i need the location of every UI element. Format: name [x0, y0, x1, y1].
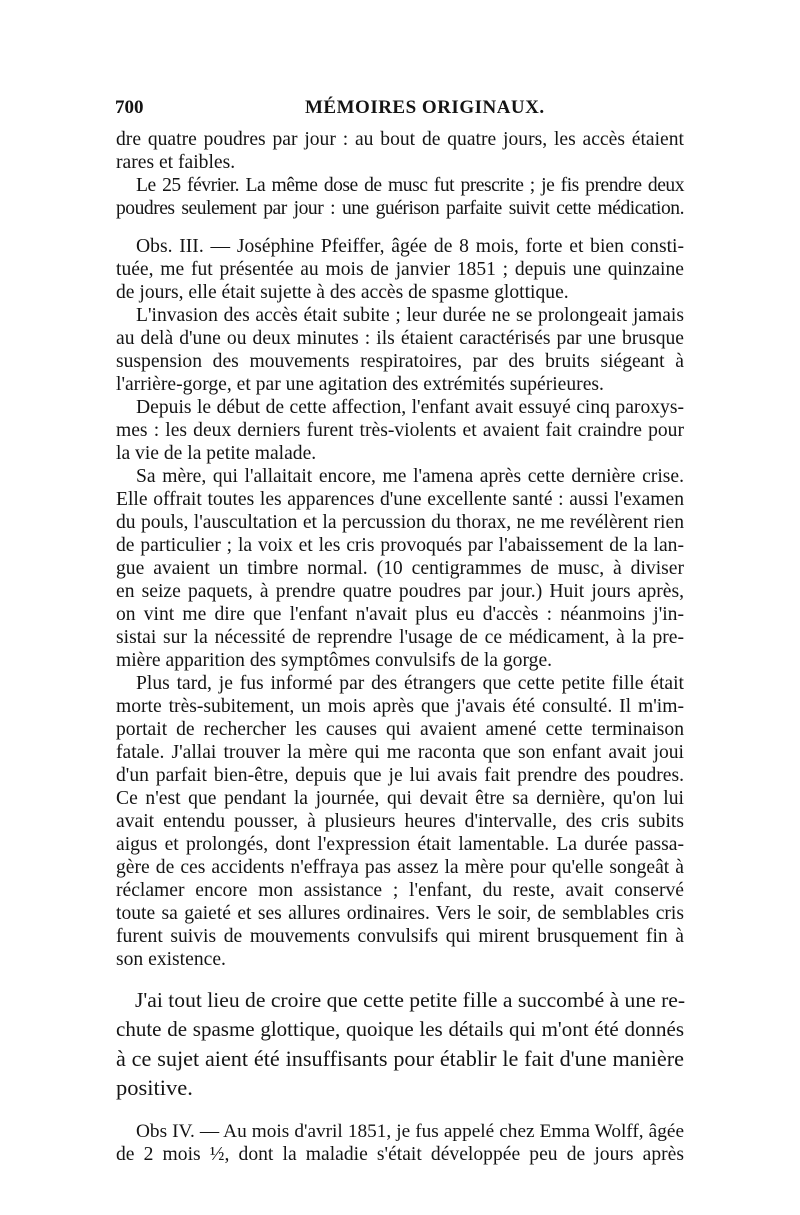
body-text	[116, 128, 684, 1166]
text-line: fatale. J'allai trouver la mère qui me raconta que son enfant avait joui	[116, 742, 684, 763]
text-line: Le 25 février. La même dose de musc fut prescrite ; je fis prendre deux	[136, 175, 684, 196]
paragraph	[116, 174, 684, 220]
text-line: suspension des mouvements respiratoires, par des bruits siégeant à	[116, 351, 684, 372]
text-line: la vie de la petite malade.	[116, 443, 317, 464]
text-line: Elle offrait toutes les apparences d'une excellente santé : aussi l'examen	[116, 489, 684, 510]
text-line: mière apparition des symptômes convulsifs de la gorge.	[116, 650, 553, 671]
text-line: Obs. III. — Joséphine Pfeiffer, âgée de 8 mois, forte et bien consti-	[136, 236, 684, 257]
text-line: d'un parfait bien-être, depuis que je lui avais fait prendre des poudres.	[116, 765, 684, 786]
text-line: tuée, me fut présentée au mois de janvier 1851 ; depuis une quinzaine	[116, 259, 684, 280]
text-line: on vint me dire que l'enfant n'avait plus eu d'accès : néanmoins j'in-	[116, 604, 684, 625]
text-line: Depuis le début de cette affection, l'enfant avait essuyé cinq paroxys-	[136, 397, 684, 418]
page-number: 700	[115, 97, 144, 118]
page-header	[115, 97, 685, 123]
text-line: mes : les deux derniers furent très-violents et avaient fait craindre pour	[116, 420, 684, 441]
text-line: Ce n'est que pendant la journée, qui devait être sa dernière, qu'on lui	[116, 788, 684, 809]
text-line: de jours, elle était sujette à des accès de spasme glottique.	[116, 282, 569, 303]
text-line: Plus tard, je fus informé par des étrangers que cette petite fille était	[136, 673, 684, 694]
text-line: poudres seulement par jour : une guérison parfaite suivit cette médication.	[116, 198, 684, 219]
text-line: L'invasion des accès était subite ; leur durée ne se prolongeait jamais	[136, 305, 684, 326]
text-line: Obs IV. — Au mois d'avril 1851, je fus appelé chez Emma Wolff, âgée	[136, 1121, 684, 1142]
text-line: du pouls, l'auscultation et la percussion du thorax, ne me revélèrent rien	[116, 512, 684, 533]
paragraph-obs-4	[116, 1120, 684, 1166]
text-line: en seize paquets, à prendre quatre poudres par jour.) Huit jours après,	[116, 581, 684, 602]
text-line: chute de spasme glottique, quoique les détails qui m'ont été donnés	[116, 1017, 684, 1041]
text-line: gue avaient un timbre normal. (10 centigrammes de musc, à diviser	[116, 558, 684, 579]
text-line: Sa mère, qui l'allaitait encore, me l'amena après cette dernière crise.	[136, 466, 684, 487]
paragraph	[116, 304, 684, 396]
text-line: sistai sur la nécessité de reprendre l'usage de ce médicament, à la pre-	[116, 627, 684, 648]
text-line: gère de ces accidents n'effraya pas assez la mère pour qu'elle songeât à	[116, 857, 684, 878]
text-line: rares et faibles.	[116, 152, 236, 173]
text-line: à ce sujet aient été insuffisants pour établir le fait d'une manière	[116, 1046, 684, 1071]
text-line: furent suivis de mouvements convulsifs qui mirent brusquement fin à	[116, 926, 684, 947]
text-line: portait de rechercher les causes qui avaient amené cette terminaison	[116, 719, 684, 740]
text-line: son existence.	[116, 949, 226, 970]
text-line: au delà d'une ou deux minutes : ils étaient caractérisés par une brusque	[116, 328, 684, 349]
text-line: de 2 mois ½, dont la maladie s'était développée peu de jours après	[116, 1144, 684, 1165]
text-line: morte très-subitement, un mois après que j'avais été consulté. Il m'im-	[116, 696, 684, 717]
running-title: MÉMOIRES ORIGINAUX.	[305, 97, 545, 118]
text-line: l'arrière-gorge, et par une agitation des extrémités supérieures.	[116, 374, 604, 395]
text-line: de particulier ; la voix et les cris provoqués par l'abaissement de la lan-	[116, 535, 684, 556]
paragraph	[116, 396, 684, 465]
paragraph-conclusion	[116, 986, 684, 1102]
paragraph-obs-3	[116, 235, 684, 304]
text-line: réclamer encore mon assistance ; l'enfant, du reste, avait conservé	[116, 880, 684, 901]
text-line: dre quatre poudres par jour : au bout de quatre jours, les accès étaient	[116, 129, 684, 150]
paragraph	[116, 672, 684, 971]
text-line: positive.	[116, 1075, 193, 1100]
paragraph	[116, 465, 684, 672]
text-line: J'ai tout lieu de croire que cette petite fille a succombé à une re-	[135, 988, 686, 1012]
text-line: avait entendu pousser, à plusieurs heures d'intervalle, des cris subits	[116, 811, 684, 832]
text-line: toute sa gaieté et ses allures ordinaires. Vers le soir, de semblables cris	[116, 903, 684, 924]
paragraph	[116, 128, 684, 174]
text-line: aigus et prolongés, dont l'expression était lamentable. La durée passa-	[116, 834, 684, 855]
